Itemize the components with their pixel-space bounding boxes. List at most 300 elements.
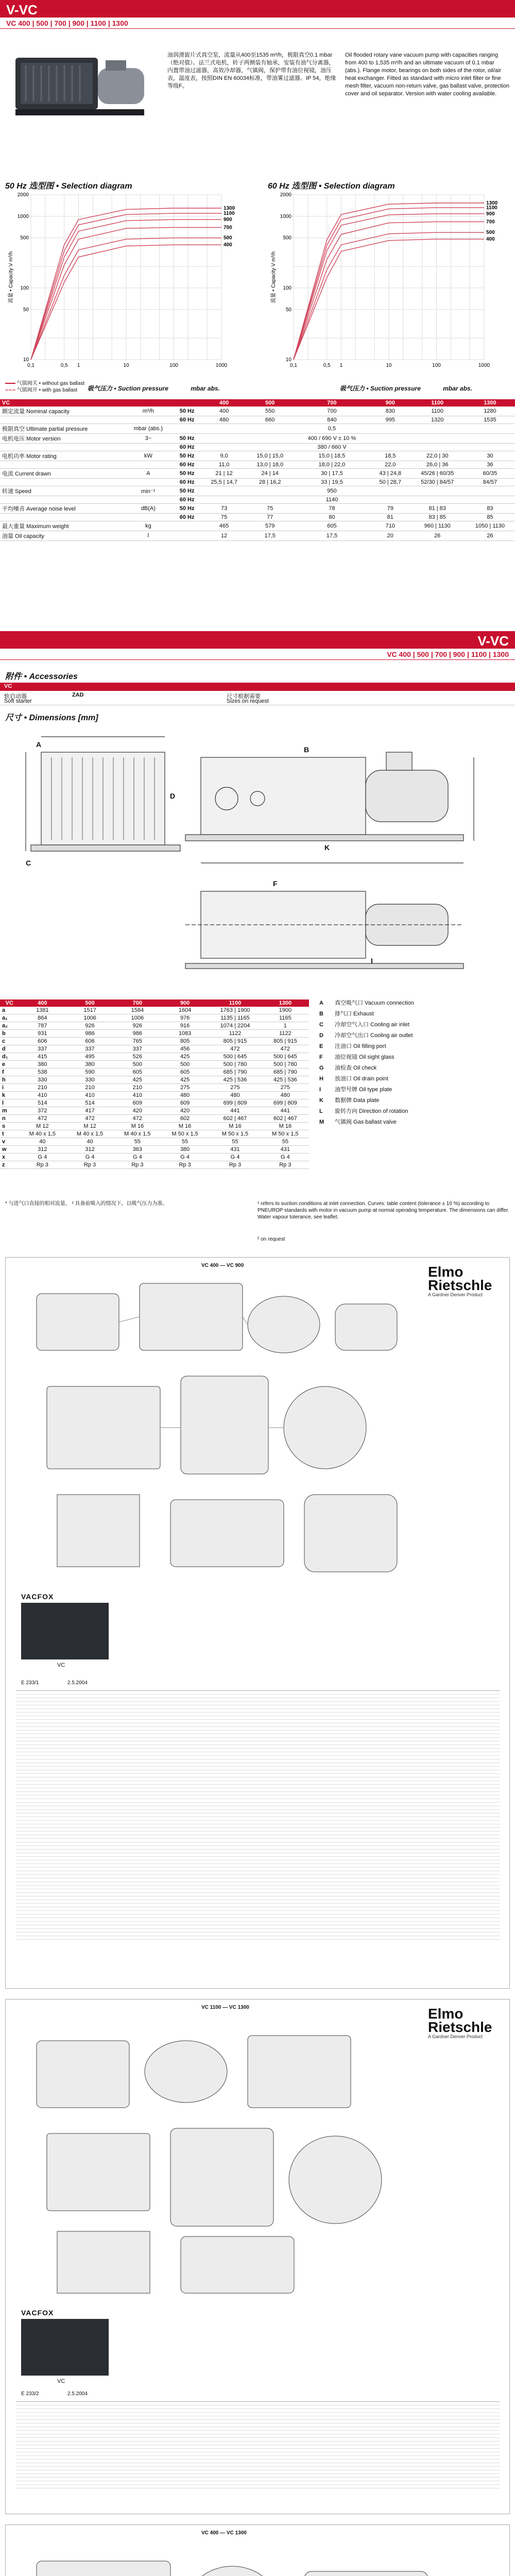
dim-cell: 602 | 467 <box>209 1115 261 1123</box>
dim-legend-text: 冷却空气出口 Cooling air outlet <box>335 1032 413 1039</box>
dim-cell: 55 <box>114 1138 161 1146</box>
parts-line <box>16 1777 500 1781</box>
dim-cell: M 16 <box>114 1123 161 1130</box>
dim-cell: 514 <box>66 1099 113 1107</box>
dim-head-cell: 900 <box>180 1000 190 1006</box>
parts-line <box>16 1694 500 1698</box>
dim-cell: 699 | 809 <box>262 1099 309 1107</box>
dim-legend-text: 排气口 Exhaust <box>335 1011 374 1017</box>
dim-cell: 602 <box>161 1115 209 1123</box>
x-tick-label: 0,5 <box>323 363 331 368</box>
spec-cell <box>465 434 515 444</box>
dim-cell: d <box>0 1045 19 1053</box>
parts-line <box>16 1835 500 1839</box>
spec-cell: 油量 Oil capacity <box>0 531 124 541</box>
parts-line <box>16 2424 500 2427</box>
dim-row <box>0 1154 309 1161</box>
dim-legend-key: M <box>319 1119 324 1125</box>
dim-cell: 602 | 467 <box>262 1115 309 1123</box>
dim-head-cell: VC <box>5 1000 13 1006</box>
dim-cell: Rp 3 <box>209 1161 261 1169</box>
parts-line <box>16 1741 500 1745</box>
dim-cell: 1900 <box>262 1007 309 1014</box>
spec-cell: 26 <box>465 531 515 541</box>
spec-cell <box>465 496 515 504</box>
parts-line <box>16 1763 500 1767</box>
spec-table <box>0 399 515 541</box>
dim-cell: 1584 <box>114 1007 161 1014</box>
parts-line <box>16 1824 500 1828</box>
parts-line <box>16 1875 500 1878</box>
dim-cell: l <box>0 1099 19 1107</box>
y-tick-label: 2000 <box>280 192 291 198</box>
legend-1: 气镇阀关 • without gas ballast <box>16 381 85 386</box>
parts-line <box>16 1933 500 1936</box>
dim-cell: 425 <box>114 1076 161 1084</box>
dim-cell: 425 | 536 <box>209 1076 261 1084</box>
brand-line2: Rietschle <box>428 1277 492 1293</box>
spec-cell <box>247 434 293 444</box>
dim-head-cell: 1300 <box>279 1000 292 1006</box>
dim-cell: 330 <box>19 1076 66 1084</box>
x-tick-label: 0,1 <box>290 363 297 368</box>
dim-cell: 1165 <box>262 1014 309 1022</box>
dim-legend-key: C <box>319 1022 323 1028</box>
parts-line <box>16 1705 500 1709</box>
dim-cell: x <box>0 1154 19 1161</box>
dim-cell: 425 <box>161 1053 209 1061</box>
dimensions-legend <box>319 999 510 1129</box>
x-tick-label: 100 <box>432 363 441 368</box>
parts-line <box>16 1781 500 1785</box>
spec-cell: 30 <box>465 451 515 461</box>
parts-line <box>16 1770 500 1774</box>
dim-row <box>0 1084 309 1092</box>
parts-line <box>16 1745 500 1749</box>
dim-cell: b <box>0 1030 19 1038</box>
spec-row <box>0 444 515 451</box>
x-unit-text-right: mbar abs. <box>443 385 472 392</box>
dim-cell: 685 | 790 <box>262 1069 309 1076</box>
dim-cell: 275 <box>262 1084 309 1092</box>
spec-cell: 79 <box>371 504 409 514</box>
dim-cell: 926 <box>66 1022 113 1030</box>
spec-cell: 22,0 <box>371 461 409 469</box>
dim-cell: 337 <box>66 1045 113 1053</box>
spec-cell: 579 <box>247 521 293 531</box>
spec-cell: 1320 <box>410 416 465 424</box>
spec-cell: 85 <box>465 514 515 521</box>
spec-cell: 36 <box>465 461 515 469</box>
dim-legend-item <box>319 1064 510 1072</box>
spec-cell: 81 <box>371 514 409 521</box>
parts-line <box>16 2456 500 2460</box>
spec-cell <box>247 424 293 434</box>
accessories-row <box>0 691 515 705</box>
y-tick-label: 10 <box>285 357 291 363</box>
y-tick-label: 100 <box>20 285 29 291</box>
dim-cell: 425 | 536 <box>262 1076 309 1084</box>
sheet2-title: VC 1100 — VC 1300 <box>201 2005 249 2010</box>
dim-cell: Rp 3 <box>66 1161 113 1169</box>
dim-row <box>0 1092 309 1099</box>
dim-row <box>0 1123 309 1130</box>
dim-cell: 495 <box>66 1053 113 1061</box>
exploded-view-3 <box>16 2540 500 2576</box>
dim-cell: M 40 x 1,5 <box>114 1130 161 1138</box>
dim-cell: 40 <box>66 1138 113 1146</box>
dim-cell: 1517 <box>66 1007 113 1014</box>
dim-cell: M 16 <box>161 1123 209 1130</box>
spec-cell: 830 <box>371 406 409 416</box>
parts-line <box>16 2452 500 2456</box>
dim-cell: t <box>0 1130 19 1138</box>
parts-line <box>16 1853 500 1857</box>
spec-cell: 21 | 12 <box>201 469 247 479</box>
spec-cell: 1050 | 1130 <box>465 521 515 531</box>
pump-thumb-2 <box>21 2319 109 2376</box>
spec-cell: 25,5 | 14,7 <box>201 479 247 486</box>
acc-en: Soft starter <box>4 698 32 704</box>
parts-line <box>16 2485 500 2488</box>
dim-legend-text: 旋转方向 Direction of rotation <box>335 1108 408 1114</box>
parts-line <box>16 2463 500 2467</box>
spec-cell: 电流 Current drawn <box>0 469 124 479</box>
svg-text:F: F <box>273 879 278 888</box>
spec-cell: kW <box>124 451 173 461</box>
dim-cell: 1006 <box>66 1014 113 1022</box>
spec-cell: 660 <box>247 416 293 424</box>
parts-line <box>16 2442 500 2445</box>
vacfox-logo-2: VACFOX <box>21 2309 54 2317</box>
dim-cell: 431 <box>262 1146 309 1154</box>
spec-cell: 电机电压 Motor version <box>0 434 124 444</box>
dim-cell: 1381 <box>19 1007 66 1014</box>
brand-tagline: A Gardner Denver Product <box>428 1292 483 1297</box>
spec-cell: 75 <box>247 504 293 514</box>
dim-cell: 410 <box>19 1092 66 1099</box>
spec-cell <box>124 461 173 469</box>
x-label-text-right: 吸气压力 • Suction pressure <box>340 385 421 392</box>
dim-cell: 1074 | 2204 <box>209 1022 261 1030</box>
spec-cell: 60 Hz <box>173 496 201 504</box>
dim-cell: 609 <box>114 1099 161 1107</box>
y-tick-label: 50 <box>23 307 29 313</box>
parts-line <box>16 1821 500 1824</box>
parts-line <box>16 2449 500 2452</box>
dim-cell: 441 <box>262 1107 309 1115</box>
dim-cell: 410 <box>66 1092 113 1099</box>
dim-cell: 330 <box>66 1076 113 1084</box>
spec-head-cell: 500 <box>265 400 275 406</box>
dim-cell: 210 <box>114 1084 161 1092</box>
acc-note-cn: 尺寸根据需要 <box>227 693 261 700</box>
note-cn: * 与进气口直接的相对流量， ¹ 具备前吸入的情况下，以吸气压力为准。 <box>5 1201 168 1207</box>
dim-cell: 55 <box>161 1138 209 1146</box>
parts-line <box>16 1907 500 1911</box>
dim-legend-key: I <box>319 1087 321 1093</box>
dim-cell: 417 <box>66 1107 113 1115</box>
dim-cell: 538 <box>19 1069 66 1076</box>
series-label-500: 500 <box>486 230 495 236</box>
sheet1-label: VC <box>57 1662 65 1668</box>
spec-cell: l <box>124 531 173 541</box>
spec-cell <box>0 514 124 521</box>
dim-cell: Rp 3 <box>161 1161 209 1169</box>
dim-cell: 500 | 780 <box>262 1061 309 1069</box>
sheet1-title: VC 400 — VC 900 <box>201 1263 244 1268</box>
dim-cell: M 50 x 1,5 <box>161 1130 209 1138</box>
dim-legend-item <box>319 1054 510 1061</box>
brand2-tagline: A Gardner Denver Product <box>428 2034 483 2039</box>
dim-legend-item <box>319 1021 510 1029</box>
spec-cell: 50 | 28,7 <box>371 479 409 486</box>
parts-line <box>16 2405 500 2409</box>
spec-cell <box>201 444 247 451</box>
dim-row <box>0 1053 309 1061</box>
dim-cell: 976 <box>161 1014 209 1022</box>
second-series-label: VC 400 | 500 | 700 | 900 | 1100 | 1300 <box>387 650 509 658</box>
spec-cell: 700 <box>293 406 371 416</box>
dim-cell: 275 <box>209 1084 261 1092</box>
dim-cell: 805 | 915 <box>209 1038 261 1045</box>
x-unit-text: mbar abs. <box>191 385 220 392</box>
dim-cell: 441 <box>209 1107 261 1115</box>
second-series-bar <box>0 649 515 660</box>
x-label-right <box>340 384 472 393</box>
x-tick-label: 10 <box>386 363 392 368</box>
parts-line <box>16 1702 500 1705</box>
dim-row <box>0 1045 309 1053</box>
dim-cell: m <box>0 1107 19 1115</box>
note-en: ¹ refers to suction conditions at inlet connection. Curves: table content (tolerance ± 10 %) according to PNEUROP standards with motor in vacuum pump at normal operating temperature. The dimensions can differ. Water vapour tolerance, see leaflet. <box>258 1201 509 1220</box>
parts-line <box>16 2481 500 2485</box>
dim-row <box>0 1069 309 1076</box>
svg-text:B: B <box>304 745 310 754</box>
y-tick-label: 10 <box>23 357 29 363</box>
parts-line <box>16 1817 500 1821</box>
exploded-view-1 <box>16 1273 418 1592</box>
dim-cell: 805 <box>161 1038 209 1045</box>
spec-cell <box>410 486 465 496</box>
spec-cell: 平均噪音 Average noise level <box>0 504 124 514</box>
spec-cell: 33 | 19,5 <box>293 479 371 486</box>
dim-cell: k <box>0 1092 19 1099</box>
spec-cell: 995 <box>371 416 409 424</box>
spec-cell: 26,0 | 36 <box>410 461 465 469</box>
brand-line1: Elmo <box>428 1264 464 1280</box>
parts-line <box>16 1925 500 1929</box>
dim-cell: 500 | 645 <box>209 1053 261 1061</box>
description-en: Oil flooded rotary vane vacuum pump with capacities ranging from 400 to 1,535 m³/h and an ultimate vacuum of 0.1 mbar (abs.). Flange motor, bearings on both sides of the rotor, oil/air heat exchanger. Fitted as standard with micro inlet filter or fine mesh filter, vacuum non-return valve, gas ballast valve, protection cover and oil separator. Version with water cooling available. <box>345 52 510 97</box>
dim-cell: 1135 | 1165 <box>209 1014 261 1022</box>
dim-cell: 410 <box>114 1092 161 1099</box>
parts-line <box>16 1839 500 1842</box>
dim-row <box>0 1115 309 1123</box>
dim-cell: 514 <box>19 1099 66 1107</box>
parts-line <box>16 2409 500 2413</box>
parts-line <box>16 1918 500 1922</box>
dim-cell: 472 <box>209 1045 261 1053</box>
parts-line <box>16 1698 500 1702</box>
dim-head-cell: 700 <box>132 1000 143 1006</box>
dim-cell: c <box>0 1038 19 1045</box>
parts-line <box>16 2416 500 2420</box>
series-bar <box>0 18 515 29</box>
dim-cell: v <box>0 1138 19 1146</box>
spec-head-cell: 700 <box>327 400 337 406</box>
parts-line <box>16 1842 500 1846</box>
spec-row <box>0 461 515 469</box>
dimensions-table <box>0 999 309 1169</box>
dim-row <box>0 1138 309 1146</box>
chart-60hz-svg <box>268 190 510 375</box>
dim-legend-text: 油型号牌 Oil type plate <box>335 1087 392 1093</box>
dim-cell: Rp 3 <box>19 1161 66 1169</box>
y-tick-label: 100 <box>283 285 291 291</box>
series-label-700: 700 <box>486 219 495 225</box>
spec-cell: 84/57 <box>465 479 515 486</box>
dim-cell: 1763 | 1900 <box>209 1007 261 1014</box>
dim-cell: n <box>0 1115 19 1123</box>
spec-row <box>0 479 515 486</box>
drawing-letter-a: A <box>36 740 42 749</box>
dim-legend-item <box>319 1075 510 1083</box>
dim-legend-key: E <box>319 1043 323 1049</box>
dim-cell: 480 <box>209 1092 261 1099</box>
dim-legend-text: 注油口 Oil filling port <box>335 1043 386 1049</box>
dim-legend-item <box>319 1010 510 1018</box>
series-label-1100: 1100 <box>224 211 235 217</box>
spec-cell <box>0 496 124 504</box>
sheet1-date: 2.5.2004 <box>67 1680 88 1686</box>
dim-head-cell: 1100 <box>229 1000 242 1006</box>
spec-cell: 13,0 | 18,0 <box>247 461 293 469</box>
spec-cell: 480 <box>201 416 247 424</box>
dim-legend-item <box>319 1108 510 1115</box>
series-label-1300: 1300 <box>224 206 235 212</box>
spec-cell <box>0 416 124 424</box>
spec-cell: 43 | 24,8 <box>371 469 409 479</box>
spec-cell: 15,0 | 15,0 <box>247 451 293 461</box>
spec-cell: 15,0 | 18,5 <box>293 451 371 461</box>
dim-cell: a <box>0 1007 19 1014</box>
acc-code: ZAD <box>72 692 84 698</box>
parts-line <box>16 1846 500 1850</box>
page-header <box>0 0 515 18</box>
spec-cell <box>0 444 124 451</box>
spec-cell <box>410 496 465 504</box>
series-label: VC 400 | 500 | 700 | 900 | 1100 | 1300 <box>6 19 128 27</box>
spec-cell: 60 Hz <box>173 479 201 486</box>
exploded-view-2 <box>16 2015 418 2303</box>
parts-line <box>16 1713 500 1716</box>
dim-cell: 765 <box>114 1038 161 1045</box>
dim-cell: 500 <box>161 1061 209 1069</box>
dim-cell: 606 <box>19 1038 66 1045</box>
parts-line <box>16 1734 500 1738</box>
spec-cell <box>201 486 247 496</box>
dim-cell: 1006 <box>114 1014 161 1022</box>
dim-legend-text: 油检查 Oil check <box>335 1065 377 1071</box>
parts-line <box>16 2434 500 2438</box>
series-label-500: 500 <box>224 235 232 241</box>
spare-parts-sheet-1 <box>5 1257 510 1989</box>
spec-cell: 60 Hz <box>173 461 201 469</box>
spec-cell: 28 | 16,2 <box>247 479 293 486</box>
spec-cell <box>371 424 409 434</box>
dim-legend-key: F <box>319 1054 323 1060</box>
spec-cell: dB(A) <box>124 504 173 514</box>
parts-line <box>16 2467 500 2470</box>
chart-right <box>268 190 510 375</box>
spec-cell <box>201 424 247 434</box>
spec-cell: 3~ <box>124 434 173 444</box>
dim-cell: 312 <box>19 1146 66 1154</box>
dim-cell: 380 <box>161 1146 209 1154</box>
spec-cell: A <box>124 469 173 479</box>
series-label-400: 400 <box>224 242 232 248</box>
dim-cell: 926 <box>114 1022 161 1030</box>
x-tick-label: 0,1 <box>27 363 35 368</box>
y-tick-label: 500 <box>283 235 291 241</box>
dim-row <box>0 1014 309 1022</box>
legend-swatch-2 <box>5 389 15 391</box>
page-title: V-VC <box>6 2 38 18</box>
parts-line <box>16 1878 500 1882</box>
parts-line <box>16 1759 500 1763</box>
spec-cell: kg <box>124 521 173 531</box>
spec-cell <box>371 444 409 451</box>
spec-cell <box>247 496 293 504</box>
dim-cell: 605 <box>161 1069 209 1076</box>
spec-row <box>0 514 515 521</box>
spec-head-cell: 1100 <box>431 400 444 406</box>
spec-cell: 11,0 <box>201 461 247 469</box>
parts-line <box>16 1857 500 1860</box>
spec-row <box>0 531 515 541</box>
dim-cell: 420 <box>114 1107 161 1115</box>
dim-row <box>0 1099 309 1107</box>
parts-line <box>16 1752 500 1756</box>
spec-cell: 24 | 14 <box>247 469 293 479</box>
spec-row <box>0 416 515 424</box>
parts-line <box>16 1922 500 1925</box>
spec-head-cell: 1300 <box>484 400 496 406</box>
spec-cell <box>124 444 173 451</box>
dim-cell: w <box>0 1146 19 1154</box>
dim-cell: 606 <box>66 1038 113 1045</box>
dim-cell: M 16 <box>262 1123 309 1130</box>
dimensions-table-wrap <box>0 999 309 1169</box>
x-label-left <box>88 384 220 393</box>
spec-cell: 电机功率 Motor rating <box>0 451 124 461</box>
brand2-line2: Rietschle <box>428 2019 492 2035</box>
dim-cell: 275 <box>161 1084 209 1092</box>
spec-row <box>0 496 515 504</box>
dimensions-head <box>0 999 309 1007</box>
sheet2-date: 2.5.2004 <box>67 2391 88 2397</box>
parts-line <box>16 1795 500 1799</box>
parts-line <box>16 1799 500 1803</box>
spec-cell: 12 <box>201 531 247 541</box>
spec-cell: 75 <box>201 514 247 521</box>
dim-cell: 55 <box>209 1138 261 1146</box>
spec-row <box>0 406 515 416</box>
parts-line <box>16 2460 500 2463</box>
dim-legend-text: 油位视镜 Oil sight glass <box>335 1054 394 1060</box>
spec-cell: 77 <box>247 514 293 521</box>
